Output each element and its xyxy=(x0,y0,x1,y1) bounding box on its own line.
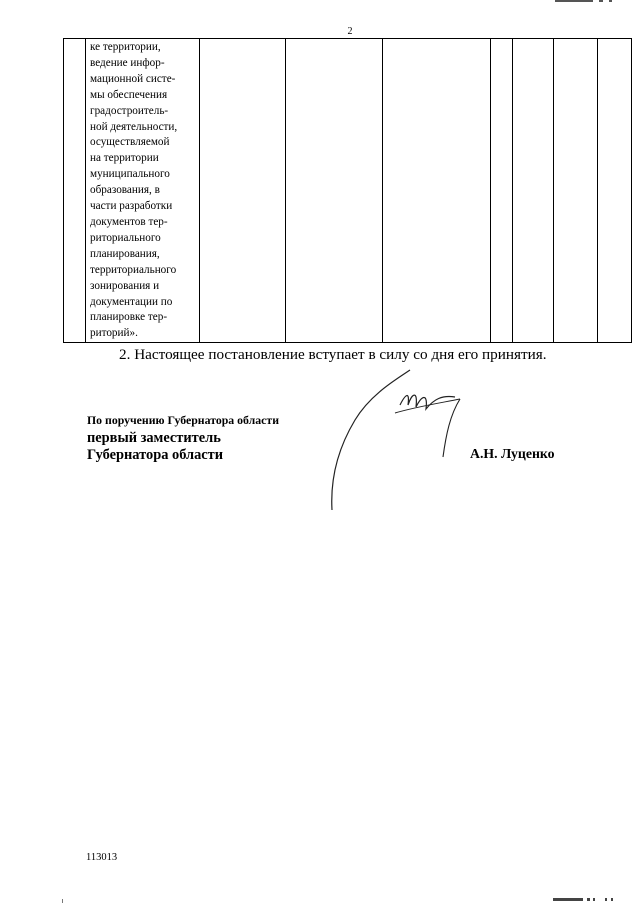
table-cell xyxy=(286,39,383,343)
continuation-table xyxy=(63,38,632,343)
description-line: мационной систе- xyxy=(90,72,176,85)
clause-2-text: 2. Настоящее постановление вступает в силу со дня его принятия. xyxy=(119,346,547,363)
description-line: риторий». xyxy=(90,327,138,340)
description-line: части разработки xyxy=(90,200,173,213)
description-line: осуществляемой xyxy=(90,136,170,149)
description-line: ной деятельности, xyxy=(90,120,178,133)
handwritten-signature xyxy=(300,365,480,515)
table-cell xyxy=(598,39,632,343)
description-line: зонирования и xyxy=(90,279,160,292)
scan-mark-top xyxy=(555,0,615,2)
table-cell xyxy=(554,39,598,343)
description-line: образования, в xyxy=(90,184,160,197)
scan-edge-tick xyxy=(62,899,63,903)
table-cell xyxy=(200,39,286,343)
table-row xyxy=(64,39,632,343)
position-line-2: Губернатора области xyxy=(87,447,224,463)
description-line: документации по xyxy=(90,295,173,308)
description-line: на территории xyxy=(90,152,159,165)
description-line: планирования, xyxy=(90,247,160,260)
table-cell xyxy=(64,39,86,343)
description-line: ке территории, xyxy=(90,41,161,53)
table-cell xyxy=(383,39,491,343)
description-line: муниципального xyxy=(90,168,170,181)
description-line: ведение инфор- xyxy=(90,56,165,69)
description-line: территориального xyxy=(90,263,177,276)
document-code: 113013 xyxy=(86,852,118,863)
description-line: мы обеспечения xyxy=(90,88,168,101)
description-line: риториального xyxy=(90,231,161,244)
description-line: градостроитель- xyxy=(90,104,169,117)
on-behalf-text: По поручению Губернатора области xyxy=(87,413,279,427)
position-line-1: первый заместитель xyxy=(87,430,221,446)
scan-mark-bottom xyxy=(553,898,623,901)
description-line: планировке тер- xyxy=(90,311,168,324)
description-text xyxy=(90,40,197,342)
table-cell xyxy=(513,39,554,343)
table-cell xyxy=(491,39,513,343)
signer-name: А.Н. Луценко xyxy=(470,446,555,461)
description-cell xyxy=(86,39,200,343)
description-line: документов тер- xyxy=(90,215,168,228)
page-number: 2 xyxy=(347,26,353,37)
